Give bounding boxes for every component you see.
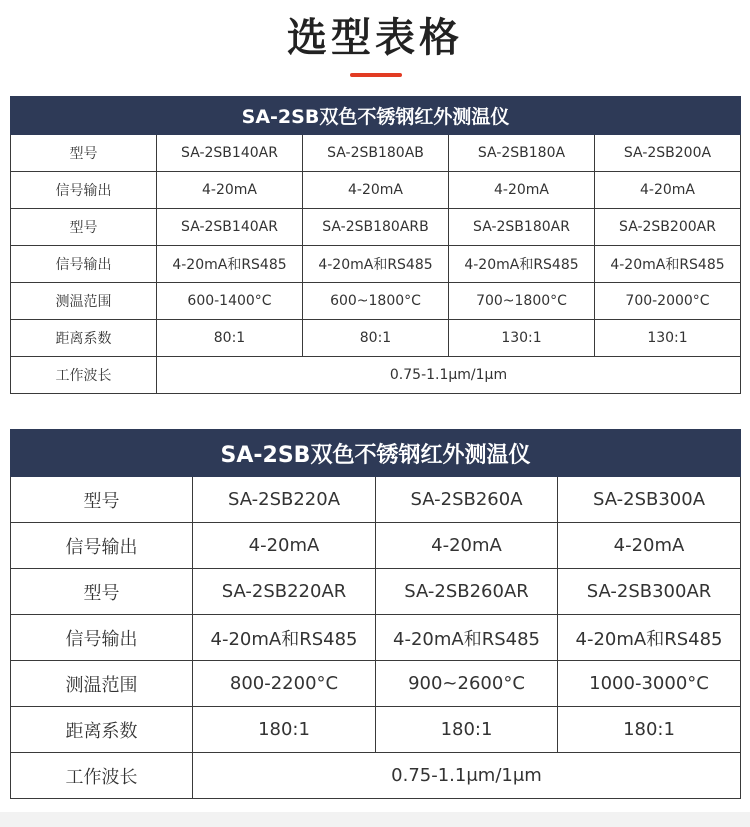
table-cell: 4-20mA	[449, 172, 595, 209]
table-cell: 4-20mA	[595, 172, 741, 209]
table-title: SA-2SB双色不锈钢红外测温仪	[11, 97, 741, 135]
table-row	[11, 615, 741, 661]
row-label-signal: 信号输出	[11, 523, 193, 569]
table-row	[11, 523, 741, 569]
title-underline	[350, 73, 402, 77]
row-label-distance: 距离系数	[11, 320, 157, 357]
table-cell: 700-2000°C	[595, 283, 741, 320]
table-cell: SA-2SB220A	[193, 477, 376, 523]
table-row	[11, 172, 741, 209]
table-cell: 4-20mA	[157, 172, 303, 209]
table-row	[11, 707, 741, 753]
table-title: SA-2SB双色不锈钢红外测温仪	[11, 430, 741, 477]
table-row	[11, 320, 741, 357]
table-cell: SA-2SB200A	[595, 135, 741, 172]
table-cell: 4-20mA	[193, 523, 376, 569]
row-label-range: 测温范围	[11, 283, 157, 320]
table-cell: 4-20mA	[376, 523, 558, 569]
table-row	[11, 357, 741, 394]
table-row	[11, 569, 741, 615]
wavelength-value: 0.75-1.1μm/1μm	[157, 357, 741, 394]
table-cell: 130:1	[595, 320, 741, 357]
row-label-signal: 信号输出	[11, 615, 193, 661]
row-label-range: 测温范围	[11, 661, 193, 707]
table-cell: 180:1	[193, 707, 376, 753]
table-cell: 4-20mA和RS485	[449, 246, 595, 283]
row-label-model: 型号	[11, 209, 157, 246]
row-label-signal: 信号输出	[11, 172, 157, 209]
row-label-model: 型号	[11, 477, 193, 523]
table-cell: 4-20mA和RS485	[303, 246, 449, 283]
table-cell: 800-2200°C	[193, 661, 376, 707]
table-row	[11, 477, 741, 523]
page-title: 选型表格	[287, 15, 463, 61]
table-cell: SA-2SB180AB	[303, 135, 449, 172]
table-cell: 4-20mA	[303, 172, 449, 209]
row-label-model: 型号	[11, 135, 157, 172]
spec-table-2	[10, 429, 741, 799]
table-cell: SA-2SB180AR	[449, 209, 595, 246]
spec-table-1	[10, 96, 741, 394]
table-cell: 180:1	[558, 707, 741, 753]
table-cell: SA-2SB140AR	[157, 135, 303, 172]
table-cell: 4-20mA和RS485	[558, 615, 741, 661]
row-label-wavelength: 工作波长	[11, 753, 193, 799]
table-cell: 4-20mA	[558, 523, 741, 569]
table-row	[11, 753, 741, 799]
table-cell: 700~1800°C	[449, 283, 595, 320]
row-label-distance: 距离系数	[11, 707, 193, 753]
table-cell: SA-2SB260A	[376, 477, 558, 523]
table-cell: SA-2SB140AR	[157, 209, 303, 246]
row-label-model: 型号	[11, 569, 193, 615]
table-cell: SA-2SB180ARB	[303, 209, 449, 246]
table-cell: 4-20mA和RS485	[595, 246, 741, 283]
table-cell: 4-20mA和RS485	[193, 615, 376, 661]
table-cell: SA-2SB260AR	[376, 569, 558, 615]
table-cell: 1000-3000°C	[558, 661, 741, 707]
wavelength-value: 0.75-1.1μm/1μm	[193, 753, 741, 799]
table-row	[11, 246, 741, 283]
bottom-band	[0, 812, 750, 827]
table-cell: 80:1	[303, 320, 449, 357]
row-label-signal: 信号输出	[11, 246, 157, 283]
table-row	[11, 209, 741, 246]
row-label-wavelength: 工作波长	[11, 357, 157, 394]
table-cell: 600-1400°C	[157, 283, 303, 320]
table-cell: 900~2600°C	[376, 661, 558, 707]
table-cell: 600~1800°C	[303, 283, 449, 320]
table-row	[11, 283, 741, 320]
table-cell: 180:1	[376, 707, 558, 753]
table-cell: 4-20mA和RS485	[376, 615, 558, 661]
table-row	[11, 661, 741, 707]
table-cell: 4-20mA和RS485	[157, 246, 303, 283]
table-cell: SA-2SB220AR	[193, 569, 376, 615]
table-cell: SA-2SB300A	[558, 477, 741, 523]
table-cell: SA-2SB300AR	[558, 569, 741, 615]
table-cell: SA-2SB200AR	[595, 209, 741, 246]
table-row	[11, 135, 741, 172]
table-cell: 130:1	[449, 320, 595, 357]
table-cell: SA-2SB180A	[449, 135, 595, 172]
table-cell: 80:1	[157, 320, 303, 357]
